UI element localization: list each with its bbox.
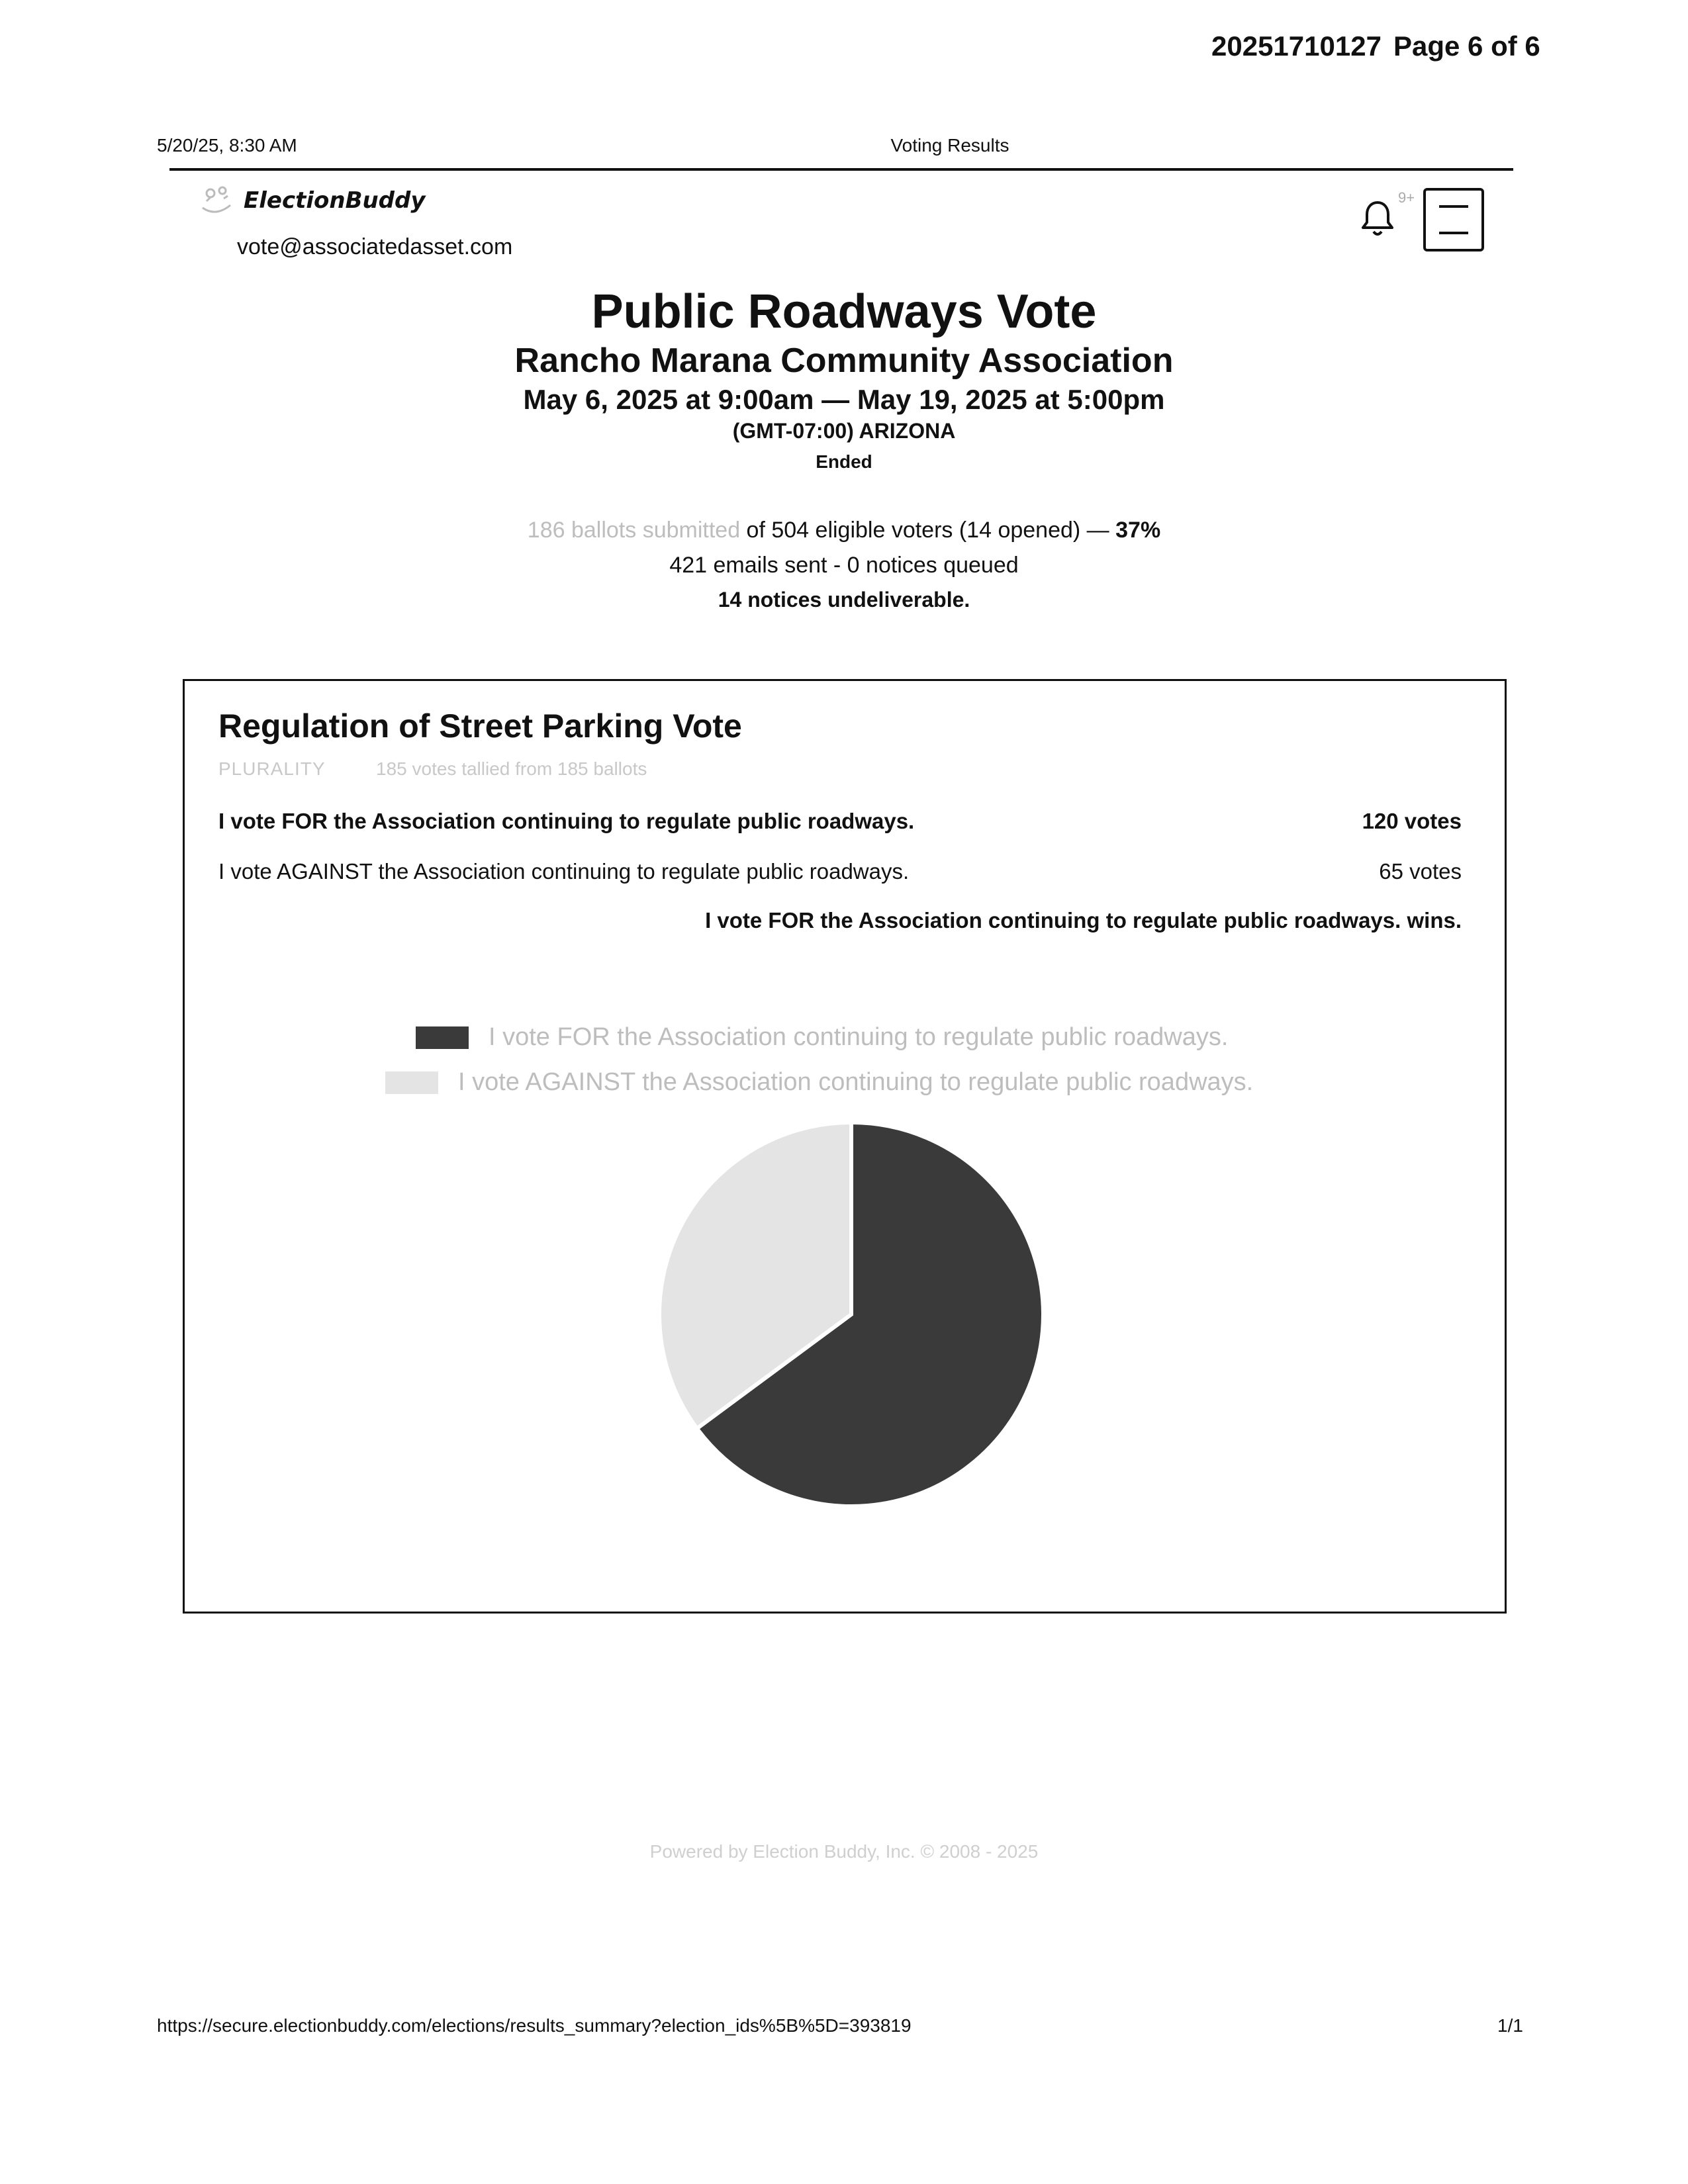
election-timezone: (GMT-07:00) ARIZONA [732,419,956,443]
bell-icon[interactable] [1360,199,1395,238]
option-votes: 65 votes [1379,859,1462,884]
document-number: 20251710127 [1211,30,1382,62]
page-url: https://secure.electionbuddy.com/elections/results_summary?election_ids%5B%5D=393819 [157,2015,912,2036]
election-date-range: May 6, 2025 at 9:00am — May 19, 2025 at 5:00pm [523,384,1165,415]
election-buddy-logo[interactable] [197,181,426,220]
user-email: vote@associatedasset.com [237,234,513,259]
turnout-percent: 37% [1115,518,1161,543]
ballots-submitted-link[interactable]: 186 ballots submitted [527,518,741,543]
logo-text: ElectionBuddy [244,187,426,214]
legend-swatch [416,1026,469,1049]
election-status: Ended [816,451,872,472]
menu-bar-icon [1439,232,1468,234]
notification-badge: 9+ [1398,189,1415,206]
voting-method: PLURALITY [218,758,326,779]
election-title: Public Roadways Vote [591,285,1097,338]
page-count: 1/1 [1497,2015,1523,2036]
print-date: 5/20/25, 8:30 AM [157,135,297,156]
header-divider [169,168,1513,171]
print-title: Voting Results [890,135,1009,156]
menu-bar-icon [1439,205,1468,208]
results-pie-chart [653,1116,1050,1513]
undeliverable-link[interactable]: 14 notices undeliverable. [718,588,970,612]
powered-by: Powered by Election Buddy, Inc. © 2008 - 2025 [649,1841,1039,1862]
winner-text: I vote FOR the Association continuing to regulate public roadways. wins. [705,908,1462,933]
logo-icon [197,181,236,220]
emails-sent-line: 421 emails sent - 0 notices queued [669,553,1019,578]
legend-item-for[interactable] [416,1023,1228,1052]
vote-tally: 185 votes tallied from 185 ballots [376,758,647,779]
eligible-voters-text: of 504 eligible voters (14 opened) — [740,518,1116,543]
legend-label: I vote AGAINST the Association continuing to regulate public roadways. [458,1068,1254,1096]
option-label: I vote AGAINST the Association continuing to regulate public roadways. [218,859,910,884]
option-label: I vote FOR the Association continuing to regulate public roadways. [218,809,915,833]
option-votes: 120 votes [1362,809,1462,833]
turnout-line [0,518,1688,543]
legend-item-against[interactable] [385,1068,1253,1097]
question-title: Regulation of Street Parking Vote [218,707,742,745]
legend-label: I vote FOR the Association continuing to regulate public roadways. [489,1023,1229,1051]
legend-swatch [385,1071,438,1094]
menu-button[interactable] [1423,188,1484,251]
association-name: Rancho Marana Community Association [514,341,1174,380]
page-label: Page 6 of 6 [1393,30,1540,62]
